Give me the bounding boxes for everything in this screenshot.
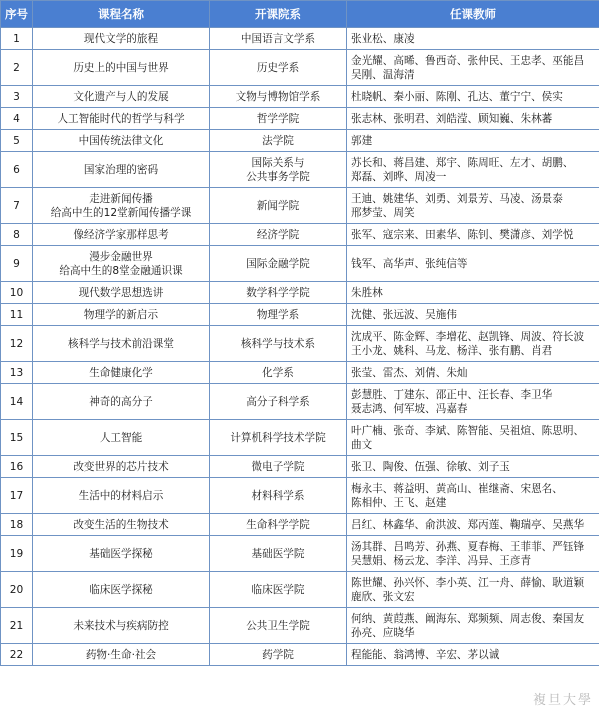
table-row (1, 50, 599, 86)
teachers (347, 514, 599, 536)
department (210, 644, 347, 666)
teachers-line: 吴刚、温海清 (351, 68, 415, 81)
table-row (1, 224, 599, 246)
teachers-line: 聂志鸿、何军坡、冯嘉春 (351, 402, 468, 415)
table-header-row (1, 1, 599, 28)
table-row (1, 420, 599, 456)
teachers-line: 张志林、张明君、刘皓滢、顾知巍、朱林蕃 (351, 112, 553, 125)
department-line: 新闻学院 (256, 199, 300, 212)
department (210, 50, 347, 86)
row-index: 21 (1, 608, 33, 644)
row-index: 16 (1, 456, 33, 478)
course-name-line: 走进新闻传播 (89, 192, 153, 205)
row-index: 9 (1, 246, 33, 282)
row-index: 2 (1, 50, 33, 86)
watermark-logo: 複旦大學 (532, 693, 593, 708)
course-name (33, 644, 210, 666)
department (210, 362, 347, 384)
teachers-line: 郑磊、刘晔、周凌一 (351, 170, 447, 183)
teachers-line: 吴慧娟、杨云龙、李洋、冯异、王彦青 (351, 554, 532, 567)
header-teachers: 任课教师 (347, 1, 599, 28)
department-line: 哲学学院 (256, 112, 300, 125)
course-name-line: 文化遗产与人的发展 (73, 90, 169, 103)
teachers-line: 曲文 (351, 438, 373, 451)
course-name (33, 152, 210, 188)
department-line: 核科学与技术系 (240, 337, 316, 350)
row-index: 15 (1, 420, 33, 456)
teachers-line: 汤其群、吕鸣芳、孙燕、夏春梅、王菲菲、严钰锋 (351, 540, 585, 553)
table-row (1, 478, 599, 514)
department (210, 326, 347, 362)
teachers (347, 536, 599, 572)
teachers-line: 陈世耀、孙兴怀、李小英、江一舟、薛愉、耿道颖 (351, 576, 585, 589)
course-name (33, 246, 210, 282)
department (210, 130, 347, 152)
teachers (347, 456, 599, 478)
teachers (347, 282, 599, 304)
table-row (1, 514, 599, 536)
teachers-line: 何纳、黄葭燕、阚海东、郑频频、周志俊、秦国友 (351, 612, 585, 625)
department-line: 文物与博物馆学系 (235, 90, 321, 103)
course-name-line: 改变世界的芯片技术 (73, 460, 169, 473)
table-row (1, 130, 599, 152)
table-row (1, 536, 599, 572)
course-name-line: 人工智能时代的哲学与科学 (57, 112, 185, 125)
teachers-line: 金光耀、高晞、鲁西奇、张仲民、王忠孝、巫能昌 (351, 54, 585, 67)
header-department: 开课院系 (210, 1, 347, 28)
teachers-line: 苏长和、蒋昌建、郑宇、陈周旺、左才、胡鹏、 (351, 156, 574, 169)
teachers-line: 陈相仲、王飞、赵建 (351, 496, 447, 509)
row-index: 18 (1, 514, 33, 536)
header-course-name: 课程名称 (33, 1, 210, 28)
department (210, 152, 347, 188)
row-index: 4 (1, 108, 33, 130)
table-row (1, 644, 599, 666)
department (210, 246, 347, 282)
course-name-line: 现代文学的旅程 (83, 32, 159, 45)
course-name-line: 人工智能 (99, 431, 143, 444)
header-index: 序号 (1, 1, 33, 28)
department (210, 86, 347, 108)
department-line: 公共卫生学院 (246, 619, 310, 632)
row-index: 3 (1, 86, 33, 108)
course-name-line: 生活中的材料启示 (78, 489, 164, 502)
department-line: 中国语言文学系 (240, 32, 316, 45)
teachers (347, 152, 599, 188)
teachers-line: 王迪、姚建华、刘勇、刘景芳、马凌、汤景泰 (351, 192, 563, 205)
teachers (347, 86, 599, 108)
department (210, 536, 347, 572)
table-row (1, 362, 599, 384)
course-name (33, 608, 210, 644)
table-row (1, 384, 599, 420)
teachers (347, 304, 599, 326)
course-name-line: 基础医学探秘 (89, 547, 153, 560)
row-index: 20 (1, 572, 33, 608)
teachers-line: 王小龙、姚科、马龙、杨洋、张有鹏、肖君 (351, 344, 553, 357)
row-index: 17 (1, 478, 33, 514)
teachers (347, 50, 599, 86)
row-index: 11 (1, 304, 33, 326)
teachers-line: 邢梦莹、周笑 (351, 206, 415, 219)
table-row (1, 608, 599, 644)
department (210, 514, 347, 536)
table-row (1, 456, 599, 478)
course-name-line: 像经济学家那样思考 (73, 228, 169, 241)
course-name (33, 514, 210, 536)
department-line: 化学系 (262, 366, 294, 379)
table-body (1, 28, 599, 666)
department-line: 国际金融学院 (246, 257, 310, 270)
teachers-line: 沈健、张远波、吴施伟 (351, 308, 457, 321)
course-name (33, 456, 210, 478)
teachers-line: 吕红、林鑫华、俞洪波、郑丙莲、鞠瑞亭、吴燕华 (351, 518, 585, 531)
department-line: 材料科学系 (251, 489, 305, 502)
course-name-line: 药物·生命·社会 (85, 648, 157, 661)
teachers (347, 420, 599, 456)
course-name (33, 384, 210, 420)
department-line: 物理学系 (256, 308, 300, 321)
department (210, 572, 347, 608)
department-line: 计算机科学技术学院 (230, 431, 326, 444)
teachers-line: 彭慧胜、丁建东、邵正中、汪长春、李卫华 (351, 388, 553, 401)
teachers-line: 梅永丰、蒋益明、黄高山、崔继斋、宋恩名、 (351, 482, 563, 495)
row-index: 1 (1, 28, 33, 50)
teachers (347, 224, 599, 246)
department-line: 经济学院 (256, 228, 300, 241)
course-name (33, 282, 210, 304)
department-line: 国际关系与 (251, 156, 305, 169)
teachers-line: 张莹、雷杰、刘倩、朱灿 (351, 366, 468, 379)
teachers (347, 608, 599, 644)
department-line: 微电子学院 (251, 460, 305, 473)
course-name (33, 50, 210, 86)
teachers-line: 张卫、陶俊、伍强、徐敏、刘子玉 (351, 460, 510, 473)
teachers-line: 鹿欣、张文宏 (351, 590, 415, 603)
department-line: 数学科学学院 (246, 286, 310, 299)
row-index: 22 (1, 644, 33, 666)
department (210, 108, 347, 130)
teachers (347, 362, 599, 384)
department (210, 384, 347, 420)
row-index: 19 (1, 536, 33, 572)
course-name-line: 生命健康化学 (89, 366, 153, 379)
teachers (347, 28, 599, 50)
department (210, 304, 347, 326)
course-name-line: 国家治理的密码 (83, 163, 159, 176)
department (210, 28, 347, 50)
teachers (347, 246, 599, 282)
department (210, 188, 347, 224)
course-name-line: 给高中生的12堂新闻传播学课 (50, 206, 192, 219)
department-line: 基础医学院 (251, 547, 305, 560)
teachers-line: 钱军、高华声、张纯信等 (351, 257, 468, 270)
table-row (1, 282, 599, 304)
table-row (1, 304, 599, 326)
course-name (33, 572, 210, 608)
course-name (33, 224, 210, 246)
row-index: 13 (1, 362, 33, 384)
table-row (1, 246, 599, 282)
course-name (33, 478, 210, 514)
table-row (1, 326, 599, 362)
teachers (347, 572, 599, 608)
course-name-line: 中国传统法律文化 (78, 134, 164, 147)
teachers (347, 188, 599, 224)
department (210, 478, 347, 514)
teachers (347, 130, 599, 152)
department-line: 法学院 (262, 134, 294, 147)
teachers-line: 张业松、康凌 (351, 32, 415, 45)
department (210, 456, 347, 478)
row-index: 10 (1, 282, 33, 304)
department-line: 高分子科学系 (246, 395, 310, 408)
course-name (33, 86, 210, 108)
course-name (33, 28, 210, 50)
teachers-line: 程能能、翁鸿博、辛宏、茅以诚 (351, 648, 500, 661)
department-line: 药学院 (262, 648, 294, 661)
table-row (1, 108, 599, 130)
teachers (347, 326, 599, 362)
teachers-line: 杜晓帆、秦小丽、陈刚、孔达、董宁宁、侯实 (351, 90, 563, 103)
department-line: 生命科学学院 (246, 518, 310, 531)
row-index: 14 (1, 384, 33, 420)
table-row (1, 28, 599, 50)
teachers-line: 张军、寇宗来、田素华、陈钊、樊潇彦、刘学悦 (351, 228, 574, 241)
course-name-line: 历史上的中国与世界 (73, 61, 169, 74)
table-row (1, 188, 599, 224)
course-name (33, 108, 210, 130)
course-name-line: 未来技术与疾病防控 (73, 619, 169, 632)
department-line: 临床医学院 (251, 583, 305, 596)
course-name (33, 362, 210, 384)
course-name-line: 神奇的高分子 (89, 395, 153, 408)
department-line: 历史学系 (256, 61, 300, 74)
teachers-line: 孙亮、应晓华 (351, 626, 415, 639)
teachers (347, 108, 599, 130)
teachers-line: 叶广楠、张奇、李斌、陈智能、吴祖煊、陈思明、 (351, 424, 585, 437)
course-name-line: 物理学的新启示 (83, 308, 159, 321)
teachers (347, 478, 599, 514)
course-name (33, 304, 210, 326)
teachers-line: 郭建 (351, 134, 373, 147)
row-index: 8 (1, 224, 33, 246)
row-index: 7 (1, 188, 33, 224)
table-row (1, 86, 599, 108)
course-name-line: 漫步金融世界 (89, 250, 153, 263)
course-name-line: 临床医学探秘 (89, 583, 153, 596)
course-name (33, 420, 210, 456)
table-row (1, 572, 599, 608)
course-name (33, 130, 210, 152)
teachers-line: 沈成平、陈金辉、李增花、赵凯锋、周波、符长波 (351, 330, 585, 343)
row-index: 6 (1, 152, 33, 188)
course-name (33, 326, 210, 362)
course-name-line: 给高中生的8堂金融通识课 (59, 264, 183, 277)
course-name (33, 536, 210, 572)
teachers (347, 644, 599, 666)
course-name-line: 改变生活的生物技术 (73, 518, 169, 531)
department (210, 224, 347, 246)
course-name (33, 188, 210, 224)
department-line: 公共事务学院 (246, 170, 310, 183)
teachers (347, 384, 599, 420)
row-index: 12 (1, 326, 33, 362)
department (210, 420, 347, 456)
row-index: 5 (1, 130, 33, 152)
course-name-line: 核科学与技术前沿课堂 (68, 337, 174, 350)
course-name-line: 现代数学思想选讲 (78, 286, 164, 299)
teachers-line: 朱胜林 (351, 286, 383, 299)
department (210, 608, 347, 644)
department (210, 282, 347, 304)
table-row (1, 152, 599, 188)
